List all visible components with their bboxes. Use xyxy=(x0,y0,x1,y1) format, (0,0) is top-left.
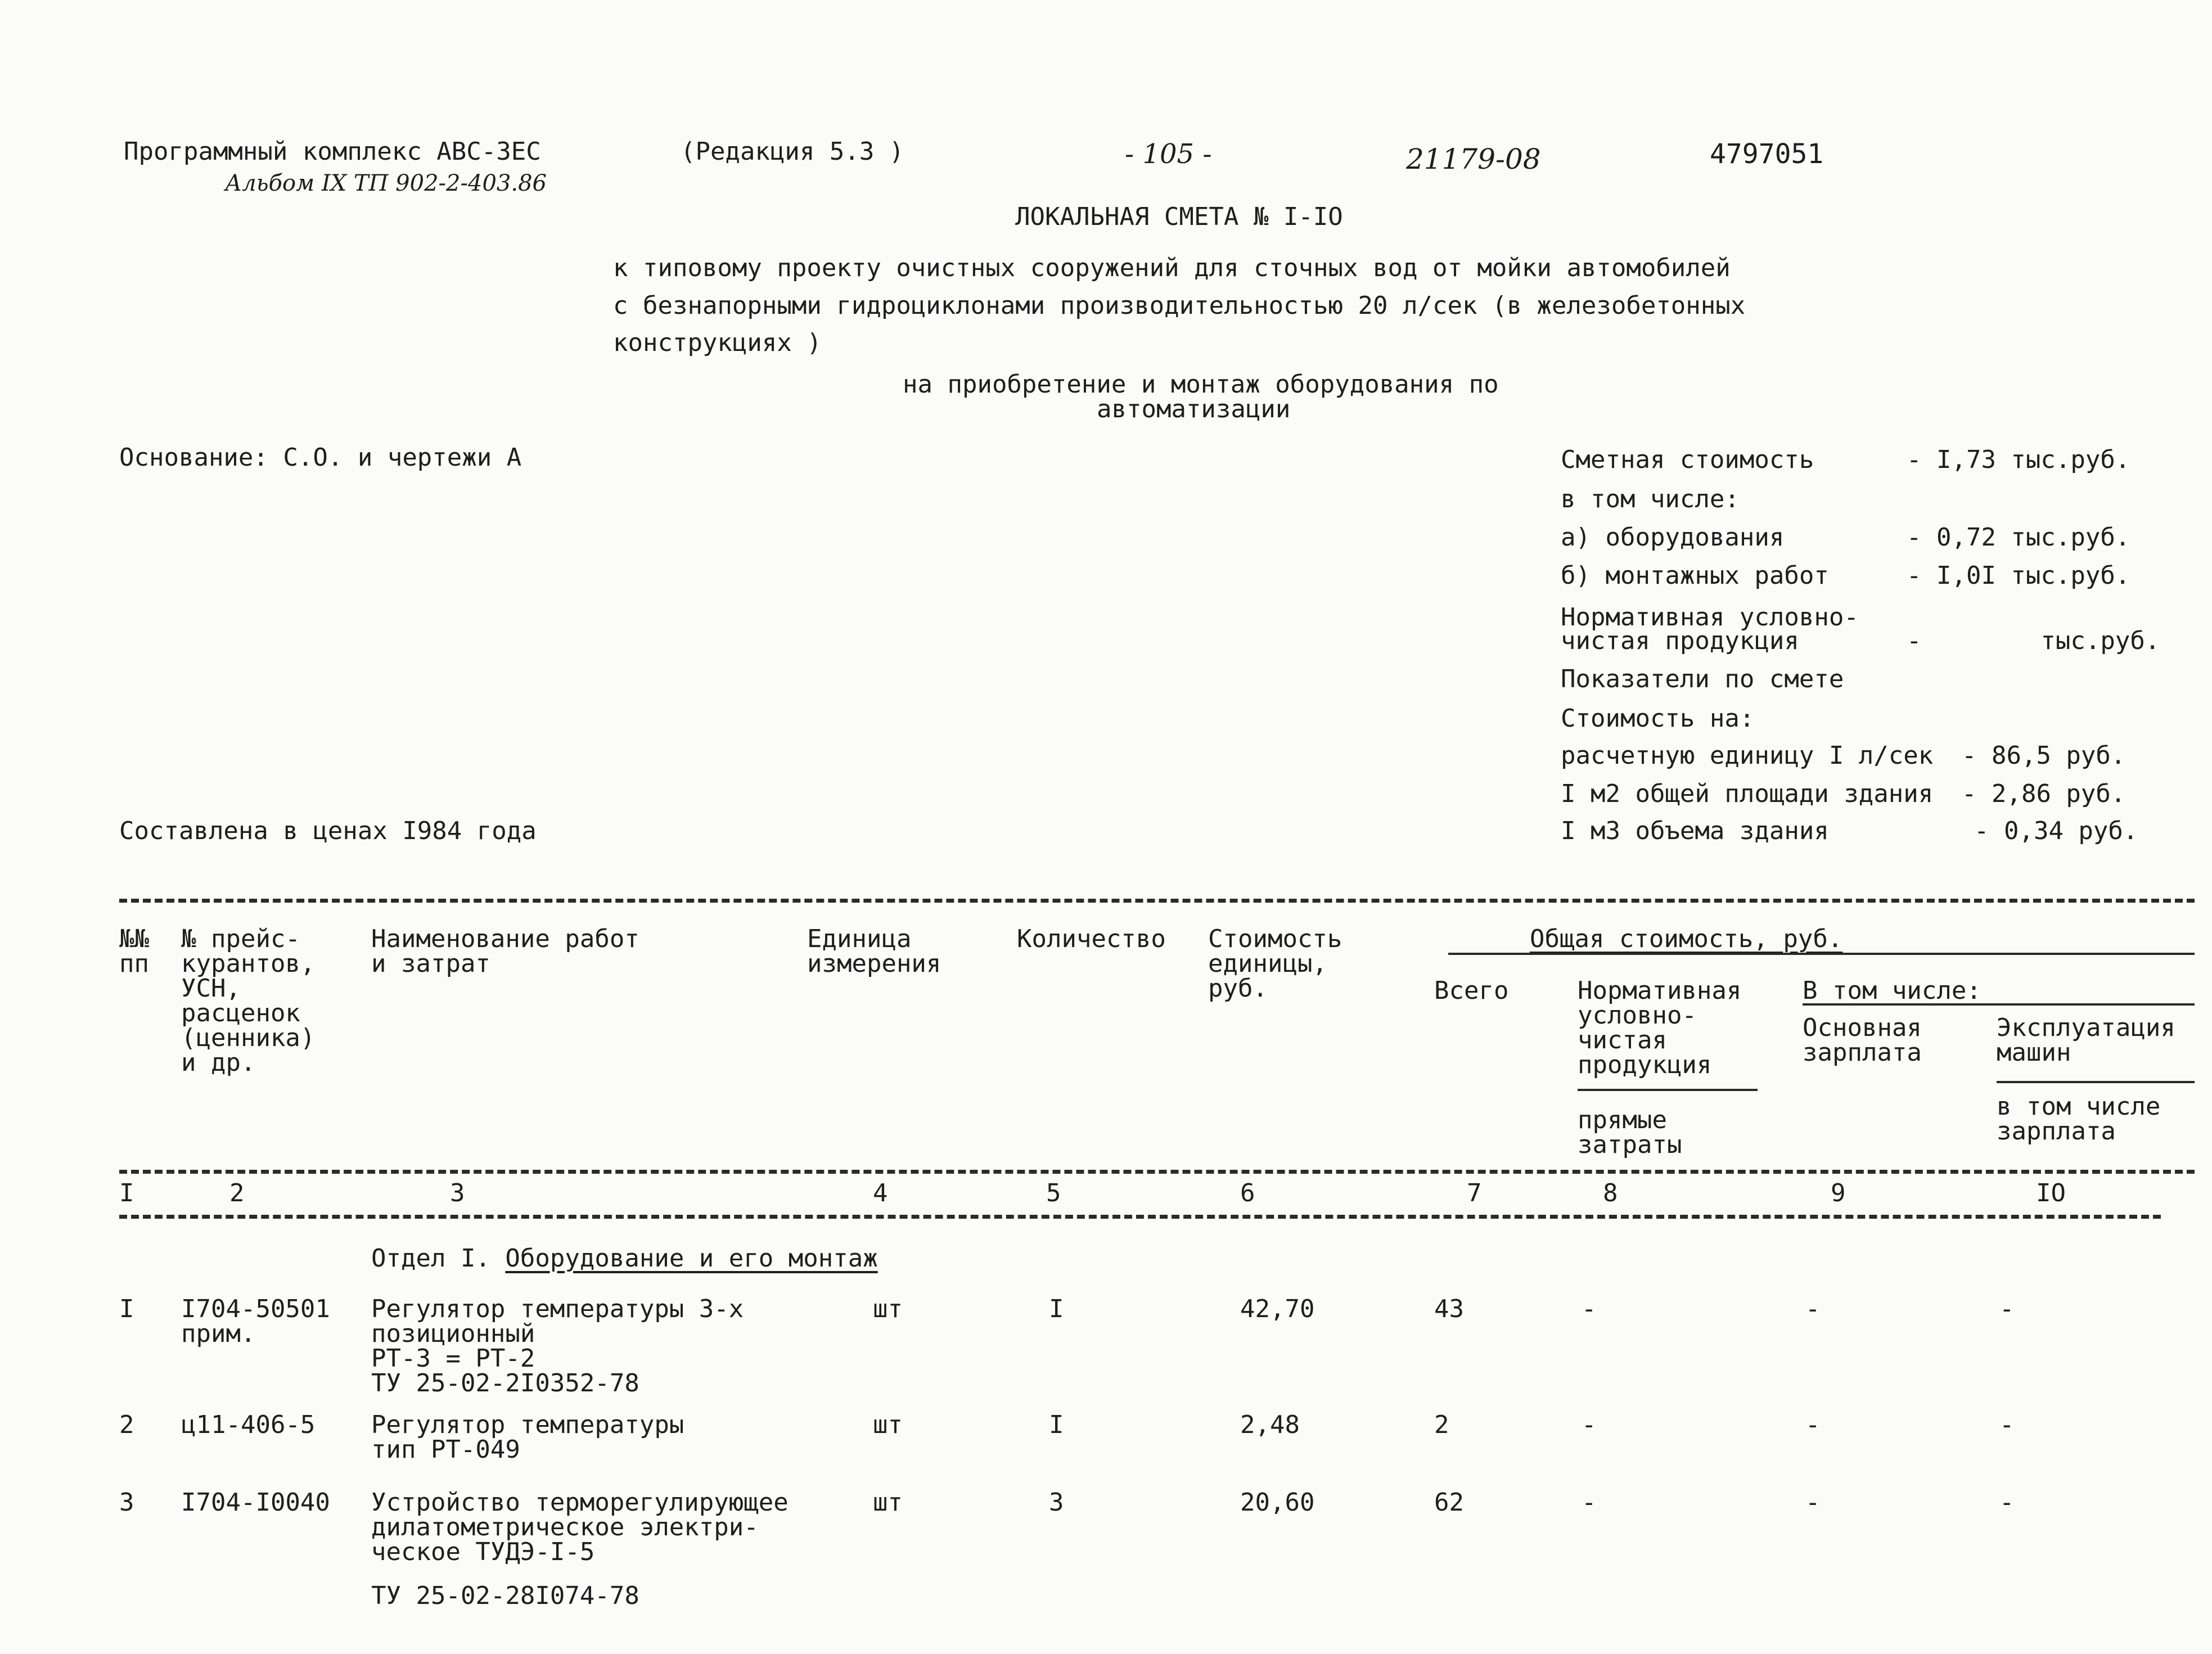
header-work-name: Наименование работ и затрат xyxy=(371,925,639,978)
purpose-line-2: автоматизации xyxy=(1097,395,1291,423)
equipment-value: - 0,72 тыс.руб. xyxy=(1907,523,2130,552)
cost-per-label: Стоимость на: xyxy=(1561,704,1755,733)
row-machine-operation: - xyxy=(1999,1410,2015,1439)
row-number: I xyxy=(119,1295,134,1323)
col-number: I xyxy=(119,1179,134,1207)
doc-code: 21179-08 xyxy=(1406,143,1541,175)
total-group-rule xyxy=(1448,953,2195,955)
row-price-code: I704-I0040 xyxy=(181,1488,330,1517)
col-number: 9 xyxy=(1831,1179,1846,1207)
col-number: 5 xyxy=(1046,1179,1061,1207)
subtitle-line-1: к типовому проекту очистных сооружений для сточных вод от мойки автомобилей xyxy=(613,254,1731,282)
row-work-name: Регулятор температуры тип РТ-049 xyxy=(371,1410,684,1464)
col-number: 7 xyxy=(1467,1179,1482,1207)
row-price-code: I704-50501 прим. xyxy=(181,1295,330,1348)
indicators-label: Показатели по смете xyxy=(1561,665,1844,693)
row-base-salary: - xyxy=(1805,1410,1821,1439)
header-total-group: Общая стоимость, руб. xyxy=(1530,925,1843,953)
row-normative: - xyxy=(1582,1488,1597,1517)
per-unit-value: - 86,5 руб. xyxy=(1962,741,2126,770)
header-row-number: №№ пп xyxy=(119,925,149,978)
installation-label: б) монтажных работ xyxy=(1561,561,1829,590)
basis: Основание: С.О. и чертежи А xyxy=(119,443,522,472)
row-unit-cost: 2,48 xyxy=(1240,1410,1300,1439)
col-number: 4 xyxy=(873,1179,888,1207)
row-machine-operation: - xyxy=(1999,1488,2015,1517)
header-unit-cost: Стоимость единицы, руб. xyxy=(1208,925,1342,1003)
header-base-salary: Основная зарплата xyxy=(1803,1013,1922,1067)
col-number: 8 xyxy=(1603,1179,1618,1207)
normative-label-1: Нормативная условно- xyxy=(1561,603,1859,632)
row-number: 2 xyxy=(119,1410,134,1439)
row-quantity: I xyxy=(1049,1410,1064,1439)
per-unit-label: расчетную единицу I л/сек xyxy=(1561,741,1934,770)
row-unit: шт xyxy=(873,1488,903,1517)
header-including-group: В том числе: xyxy=(1803,976,1981,1005)
including-group-rule xyxy=(1803,1003,2195,1006)
row-work-name-extra: ТУ 25-02-28I074-78 xyxy=(371,1581,639,1610)
col-number: 3 xyxy=(450,1179,465,1207)
per-m3-value: - 0,34 руб. xyxy=(1974,817,2138,845)
header-machine-salary: в том числе зарплата xyxy=(1997,1092,2161,1146)
header-normative: Нормативная условно- чистая продукция xyxy=(1578,976,1742,1079)
row-total: 43 xyxy=(1434,1295,1464,1323)
per-m2-label: I м2 общей площади здания xyxy=(1561,779,1934,808)
program-name: Программный комплекс АВС-3ЕС xyxy=(124,137,541,166)
row-price-code: ц11-406-5 xyxy=(181,1410,316,1439)
row-normative: - xyxy=(1582,1410,1597,1439)
header-unit: Единица измерения xyxy=(807,925,941,978)
col-number: IO xyxy=(2036,1179,2066,1207)
section-title: Оборудование и его монтаж xyxy=(505,1244,878,1273)
normative-value: - тыс.руб. xyxy=(1907,627,2160,655)
header-direct-costs: прямые затраты xyxy=(1578,1106,1682,1159)
subtitle-line-3: конструкциях ) xyxy=(613,328,822,357)
col-number: 2 xyxy=(229,1179,245,1207)
row-work-name: Устройство терморегулирующее дилатометрическое электри- ческое ТУДЭ-I-5 xyxy=(371,1488,789,1566)
row-quantity: I xyxy=(1049,1295,1064,1323)
including-label: в том числе: xyxy=(1561,485,1740,513)
normative-label-2: чистая продукция xyxy=(1561,627,1799,655)
header-machine-operation: Эксплуатация машин xyxy=(1997,1013,2175,1067)
section-prefix: Отдел I. xyxy=(371,1244,490,1273)
table-top-divider xyxy=(119,899,2195,903)
machine-rule xyxy=(1997,1081,2195,1083)
header-bottom-divider xyxy=(119,1170,2195,1174)
edition: (Редакция 5.3 ) xyxy=(681,137,904,166)
subtitle-line-2: с безнапорными гидроциклонами производительностью 20 л/сек (в железобетонных xyxy=(613,291,1746,320)
row-base-salary: - xyxy=(1805,1488,1821,1517)
installation-value: - I,0I тыс.руб. xyxy=(1907,561,2130,590)
row-unit-cost: 42,70 xyxy=(1240,1295,1315,1323)
cost-label: Сметная стоимость xyxy=(1561,445,1814,474)
row-work-name: Регулятор температуры 3-х позиционный РТ-3 = РТ-2 ТУ 25-02-2I0352-78 xyxy=(371,1295,744,1398)
row-total: 62 xyxy=(1434,1488,1464,1517)
id-code: 4797051 xyxy=(1710,138,1824,170)
row-unit-cost: 20,60 xyxy=(1240,1488,1315,1517)
cost-value: - I,73 тыс.руб. xyxy=(1907,445,2130,474)
row-unit: шт xyxy=(873,1410,903,1439)
row-base-salary: - xyxy=(1805,1295,1821,1323)
equipment-label: а) оборудования xyxy=(1561,523,1785,552)
album-reference: Альбом IX ТП 902-2-403.86 xyxy=(225,170,547,196)
document-title: ЛОКАЛЬНАЯ СМЕТА № I-IO xyxy=(1015,202,1343,231)
row-machine-operation: - xyxy=(1999,1295,2015,1323)
row-number: 3 xyxy=(119,1488,134,1517)
header-total: Всего xyxy=(1434,976,1509,1005)
column-numbers-divider xyxy=(119,1215,2161,1219)
header-quantity: Количество xyxy=(1017,925,1166,953)
header-price-list: № прейс- курантов, УСН, расценок (ценника) и др. xyxy=(181,925,316,1077)
normative-rule xyxy=(1578,1089,1758,1091)
row-total: 2 xyxy=(1434,1410,1449,1439)
row-normative: - xyxy=(1582,1295,1597,1323)
section-heading xyxy=(371,1246,878,1271)
per-m2-value: - 2,86 руб. xyxy=(1962,779,2126,808)
col-number: 6 xyxy=(1240,1179,1255,1207)
purpose-line-1: на приобретение и монтаж оборудования по xyxy=(903,370,1499,399)
row-unit: шт xyxy=(873,1295,903,1323)
page-number: - 105 - xyxy=(1125,138,1212,170)
per-m3-label: I м3 объема здания xyxy=(1561,817,1829,845)
prices-year: Составлена в ценах I984 года xyxy=(119,817,537,845)
row-quantity: 3 xyxy=(1049,1488,1064,1517)
